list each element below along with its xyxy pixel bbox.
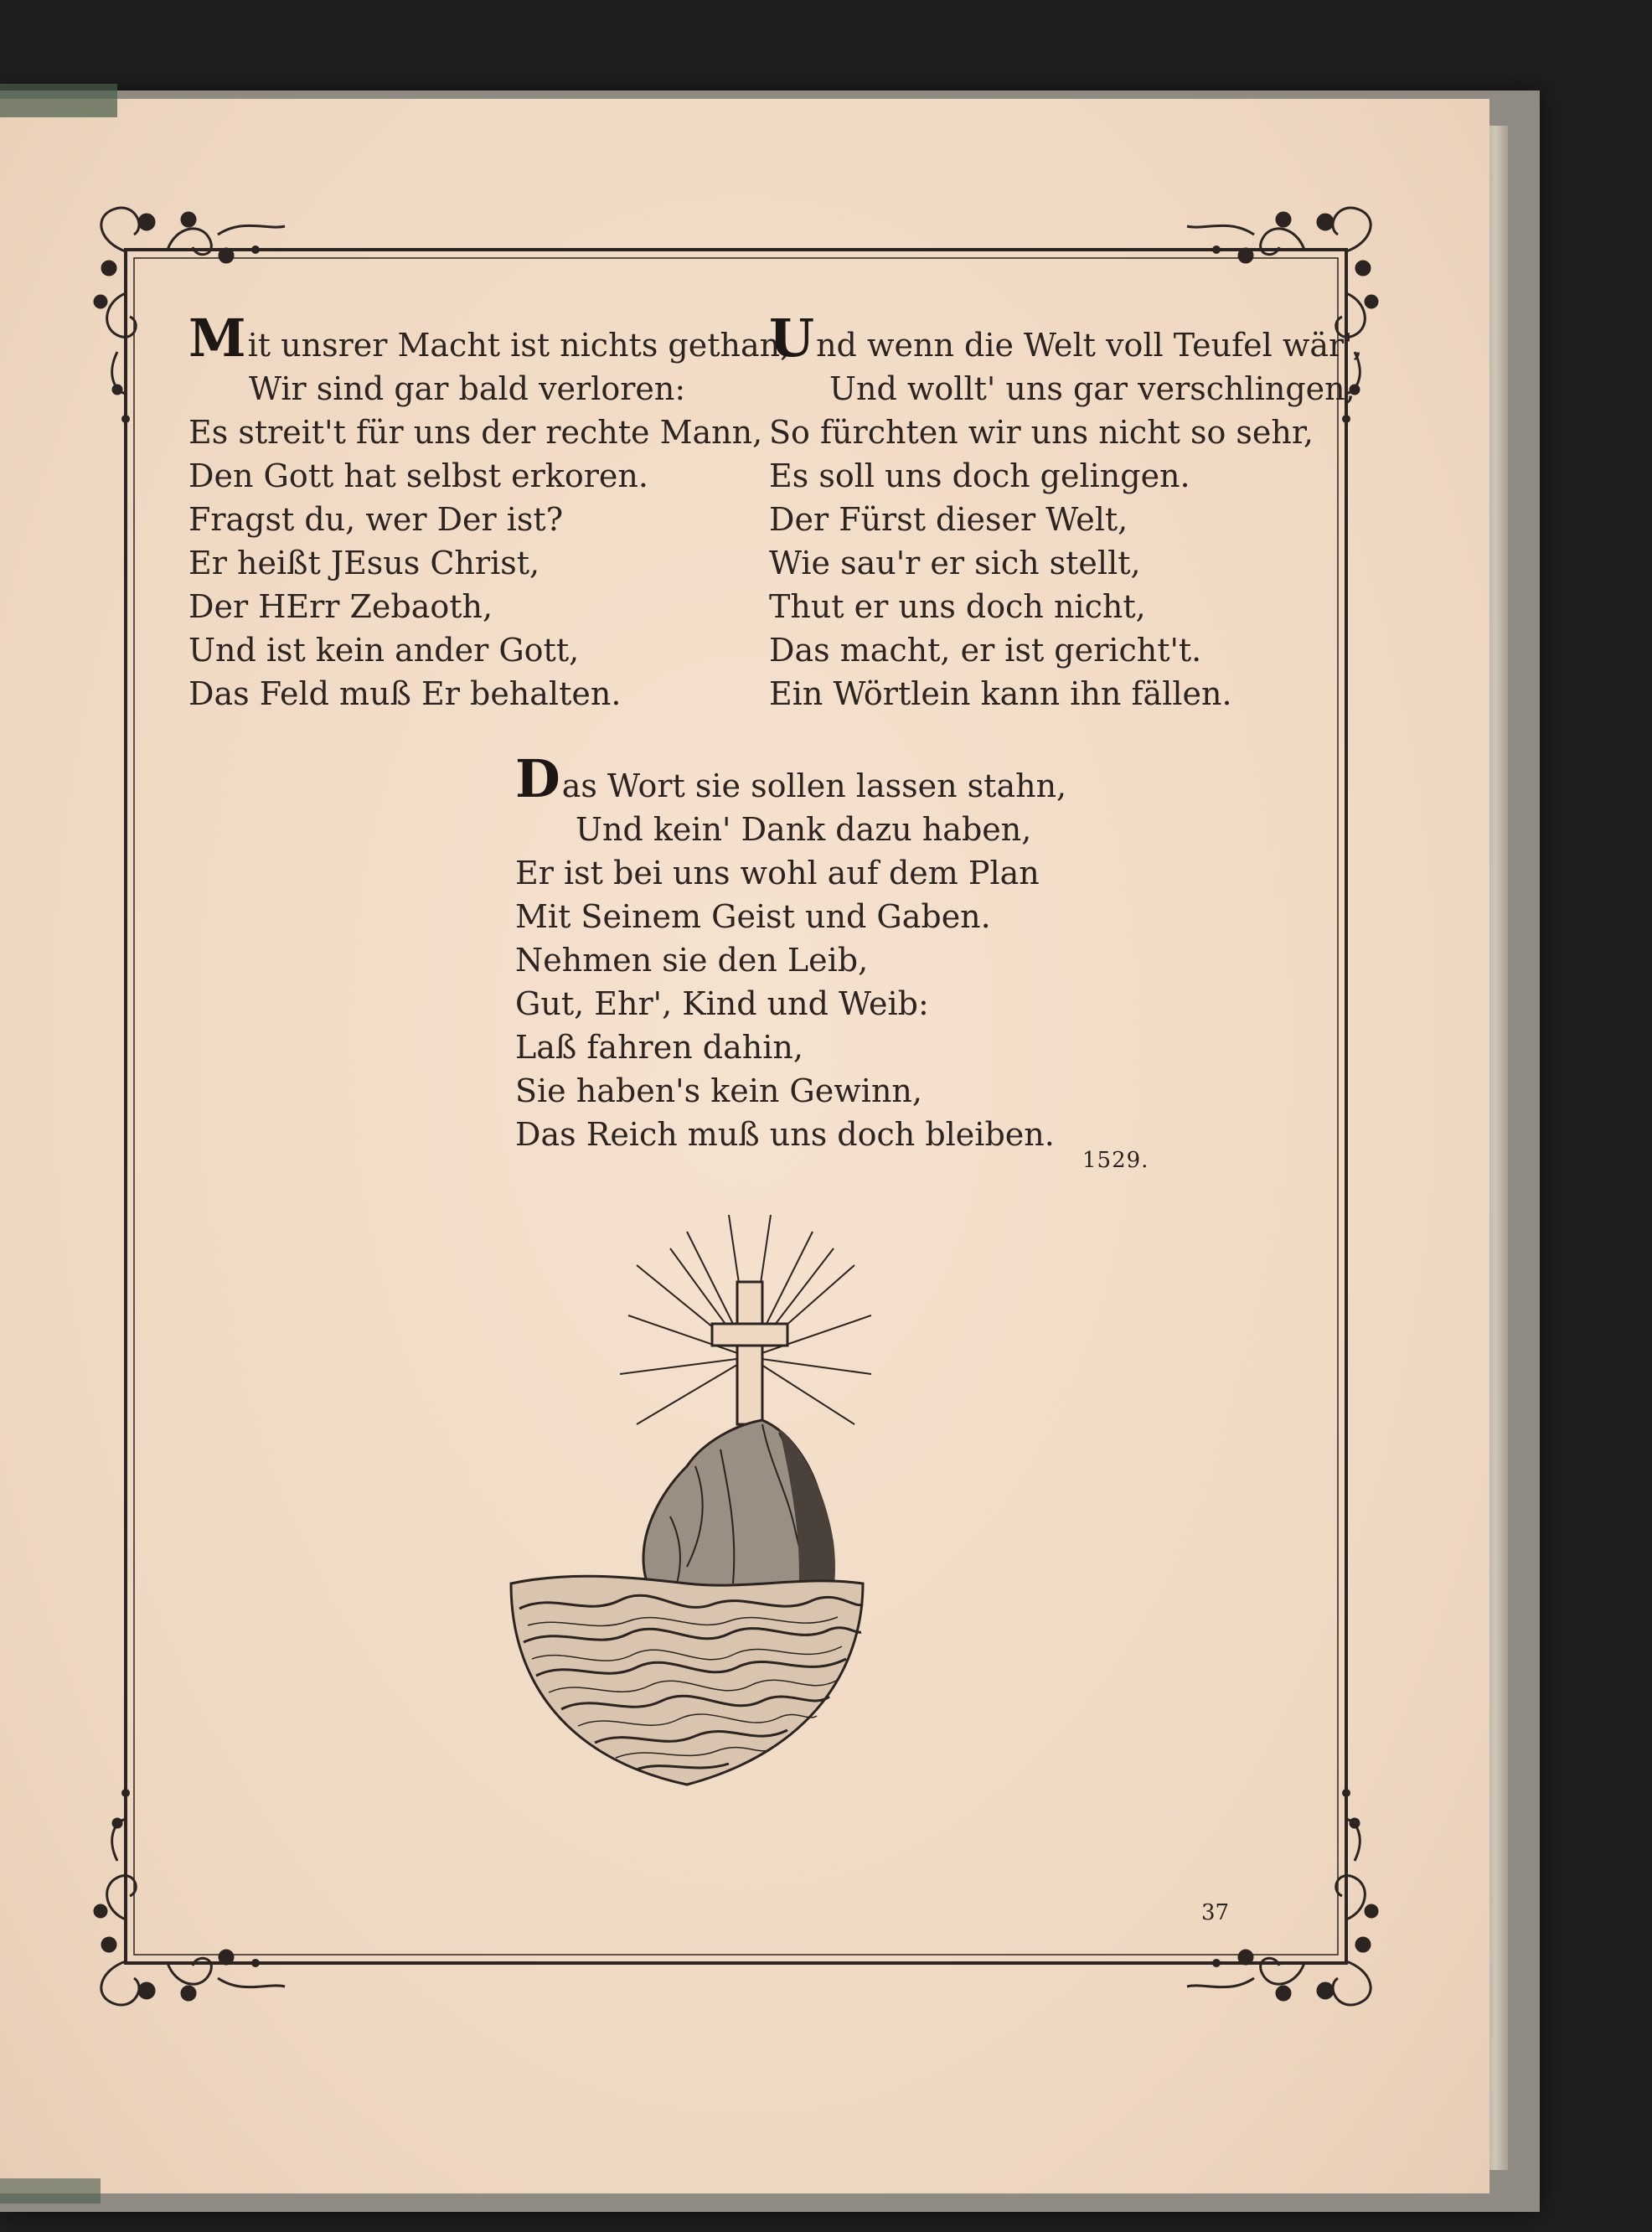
verse-line: Und ist kein ander Gott,	[188, 632, 580, 669]
verse-line: Er heißt JEsus Christ,	[188, 545, 540, 581]
year-label: 1529.	[1082, 1148, 1149, 1173]
verse-line: as Wort sie sollen lassen stahn,	[561, 767, 1067, 804]
verse-line: Gut, Ehr', Kind und Weib:	[515, 985, 929, 1022]
stanza-right	[769, 307, 1363, 716]
stanza-center	[515, 748, 1067, 1156]
verse-line: it unsrer Macht ist nichts gethan,	[247, 327, 791, 364]
verse-line: Der HErr Zebaoth,	[188, 588, 493, 625]
verse-line: Nehmen sie den Leib,	[515, 942, 869, 979]
verse-line: Er ist bei uns wohl auf dem Plan	[515, 855, 1040, 891]
page-number: 37	[1201, 1900, 1230, 1925]
verse-line: Es streit't für uns der rechte Mann,	[188, 414, 763, 451]
verse-line: Fragst du, wer Der ist?	[188, 501, 564, 538]
verse-line: nd wenn die Welt voll Teufel wär',	[816, 327, 1363, 364]
verse-line: Das Feld muß Er behalten.	[188, 675, 622, 712]
cross-on-rock-in-sea-icon	[503, 1215, 871, 1793]
verse-line: Thut er uns doch nicht,	[769, 588, 1146, 625]
verse-line: Der Fürst dieser Welt,	[769, 501, 1128, 538]
verse-line: Wie sau'r er sich stellt,	[769, 545, 1141, 581]
verse-line: Das macht, er ist gericht't.	[769, 632, 1202, 669]
drop-cap: D	[515, 748, 560, 809]
verse-line: So fürchten wir uns nicht so sehr,	[769, 414, 1314, 451]
stanza-left	[188, 307, 791, 716]
verse-line: Den Gott hat selbst erkoren.	[188, 457, 648, 494]
verse-line: Und kein' Dank dazu haben,	[576, 811, 1032, 848]
verse-line: Laß fahren dahin,	[515, 1029, 803, 1066]
verse-line: Es soll uns doch gelingen.	[769, 457, 1190, 494]
verse-line: Das Reich muß uns doch bleiben.	[515, 1116, 1055, 1153]
verse-line: Und wollt' uns gar verschlingen,	[829, 370, 1355, 407]
verse-line: Mit Seinem Geist und Gaben.	[515, 898, 991, 935]
verse-line: Wir sind gar bald verloren:	[249, 370, 686, 407]
drop-cap: U	[769, 307, 815, 369]
verse-line: Sie haben's kein Gewinn,	[515, 1072, 922, 1109]
verse-line: Ein Wörtlein kann ihn fällen.	[769, 675, 1232, 712]
drop-cap: M	[188, 307, 246, 369]
